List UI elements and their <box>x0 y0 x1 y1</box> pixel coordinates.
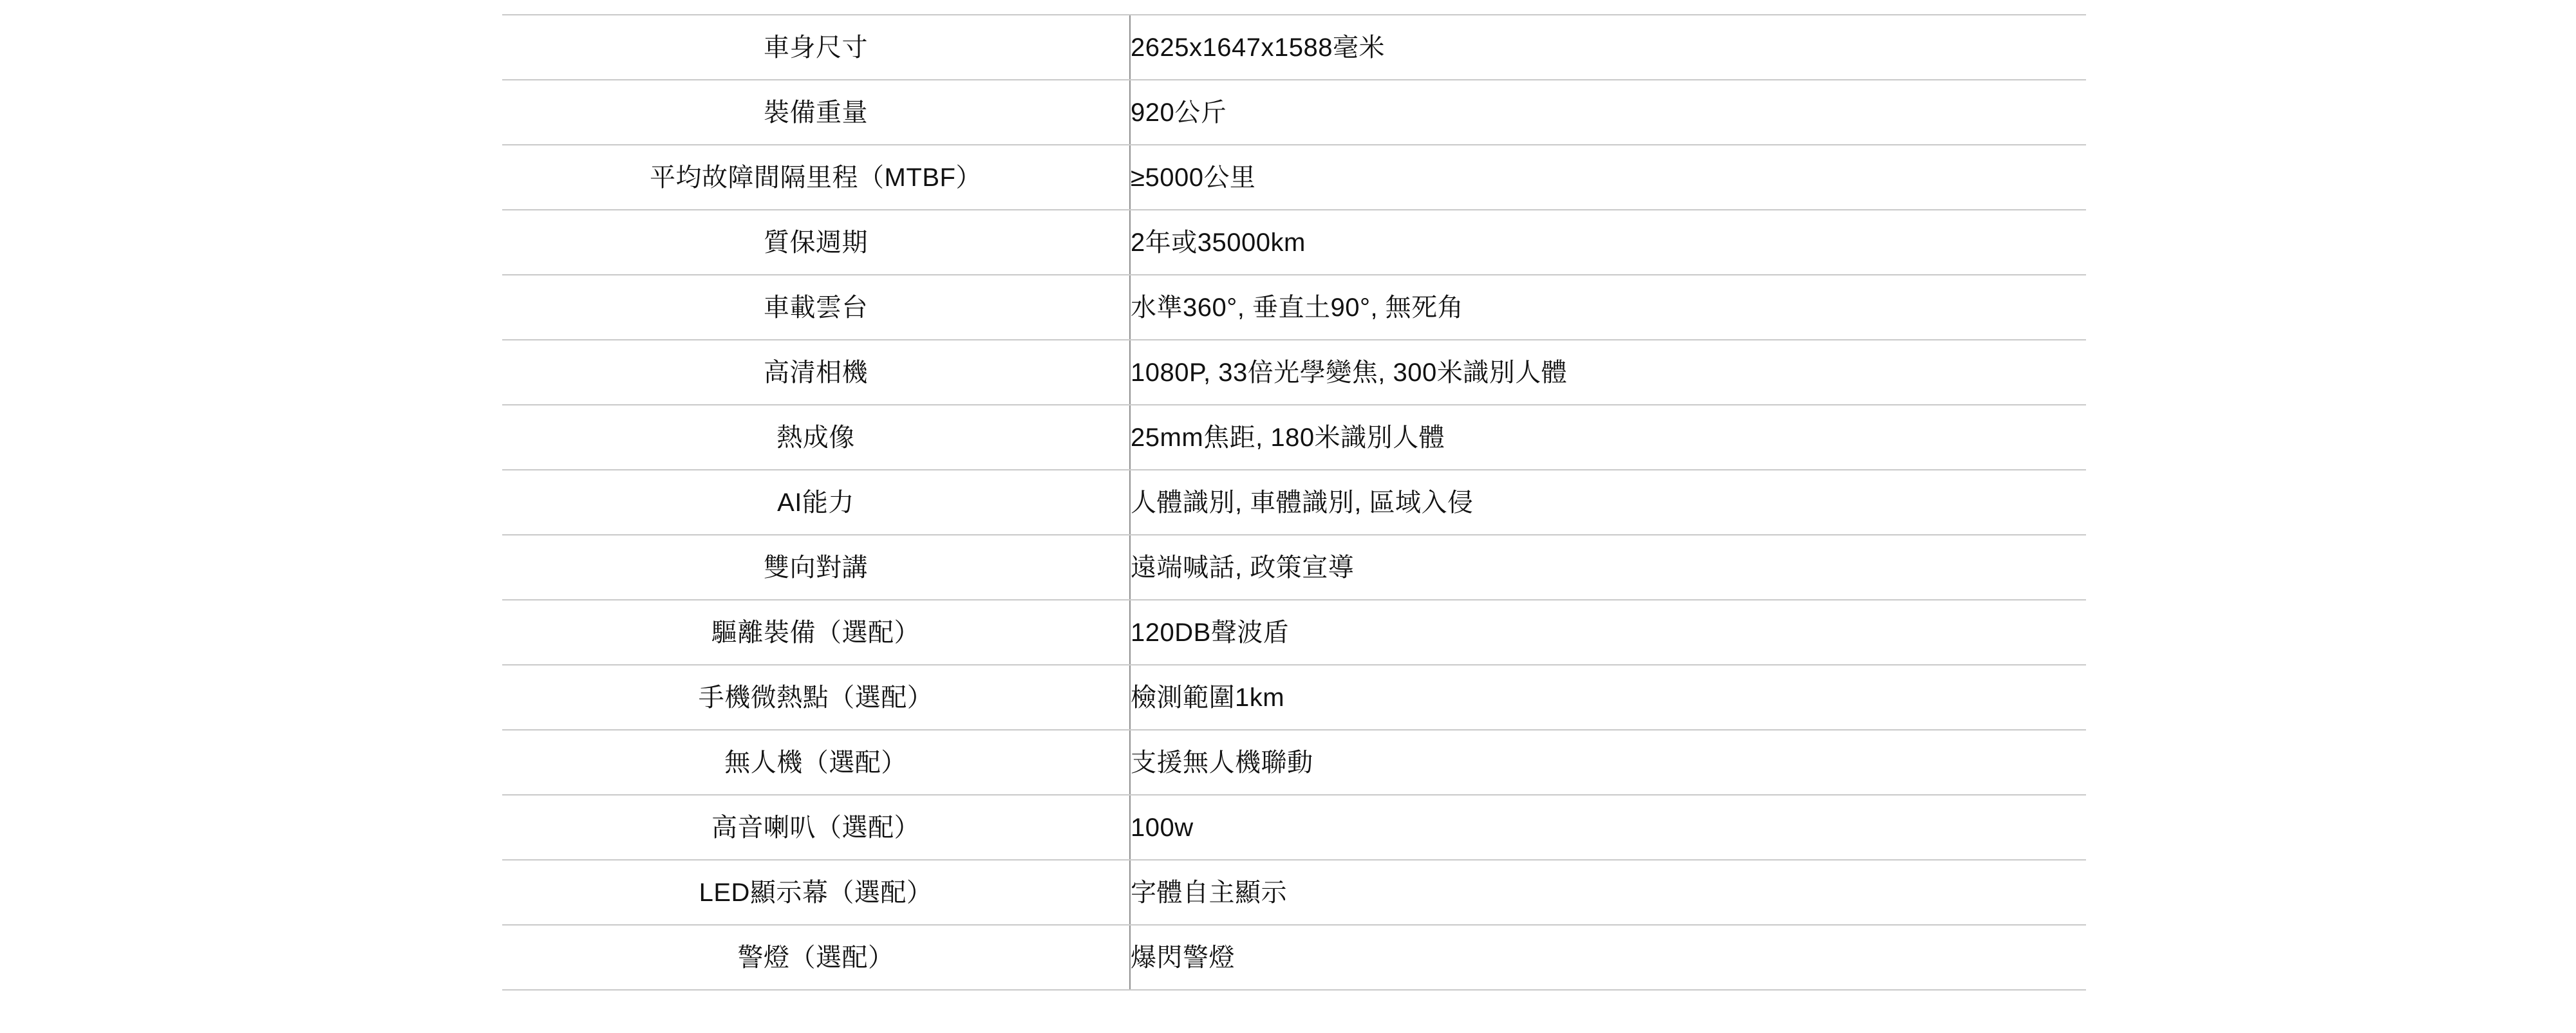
spec-label: 裝備重量 <box>502 80 1130 145</box>
spec-label: 無人機（選配） <box>502 730 1130 795</box>
table-row <box>502 535 2086 600</box>
table-row <box>502 470 2086 535</box>
spec-value: 100w <box>1130 795 2086 860</box>
table-row <box>502 795 2086 860</box>
table-row <box>502 860 2086 925</box>
table-row <box>502 730 2086 795</box>
spec-label: 熱成像 <box>502 405 1130 470</box>
spec-value: 1080P, 33倍光學變焦, 300米識別人體 <box>1130 340 2086 405</box>
spec-value: ≥5000公里 <box>1130 145 2086 210</box>
table-row <box>502 145 2086 210</box>
spec-table-container <box>502 14 2086 991</box>
table-row <box>502 80 2086 145</box>
spec-value: 爆閃警燈 <box>1130 925 2086 990</box>
spec-value: 字體自主顯示 <box>1130 860 2086 925</box>
spec-value: 遠端喊話, 政策宣導 <box>1130 535 2086 600</box>
spec-value: 25mm焦距, 180米識別人體 <box>1130 405 2086 470</box>
spec-label: 高音喇叭（選配） <box>502 795 1130 860</box>
spec-label: 平均故障間隔里程（MTBF） <box>502 145 1130 210</box>
specification-table <box>502 14 2086 991</box>
spec-value: 120DB聲波盾 <box>1130 600 2086 665</box>
spec-label: 質保週期 <box>502 210 1130 275</box>
spec-label: 警燈（選配） <box>502 925 1130 990</box>
table-row <box>502 340 2086 405</box>
table-row <box>502 15 2086 80</box>
spec-value: 2625x1647x1588毫米 <box>1130 15 2086 80</box>
spec-label: 車身尺寸 <box>502 15 1130 80</box>
spec-value: 920公斤 <box>1130 80 2086 145</box>
table-row <box>502 405 2086 470</box>
spec-value: 檢測範圍1km <box>1130 665 2086 730</box>
spec-label: AI能力 <box>502 470 1130 535</box>
table-row <box>502 665 2086 730</box>
table-row <box>502 925 2086 990</box>
spec-value: 2年或35000km <box>1130 210 2086 275</box>
spec-label: 驅離裝備（選配） <box>502 600 1130 665</box>
table-row <box>502 600 2086 665</box>
spec-label: 車載雲台 <box>502 275 1130 340</box>
spec-value: 水準360°, 垂直土90°, 無死角 <box>1130 275 2086 340</box>
spec-value: 支援無人機聯動 <box>1130 730 2086 795</box>
spec-label: 手機微熱點（選配） <box>502 665 1130 730</box>
spec-label: LED顯示幕（選配） <box>502 860 1130 925</box>
spec-label: 雙向對講 <box>502 535 1130 600</box>
spec-table-body <box>502 15 2086 990</box>
table-row <box>502 275 2086 340</box>
spec-label: 高清相機 <box>502 340 1130 405</box>
table-row <box>502 210 2086 275</box>
spec-value: 人體識別, 車體識別, 區域入侵 <box>1130 470 2086 535</box>
